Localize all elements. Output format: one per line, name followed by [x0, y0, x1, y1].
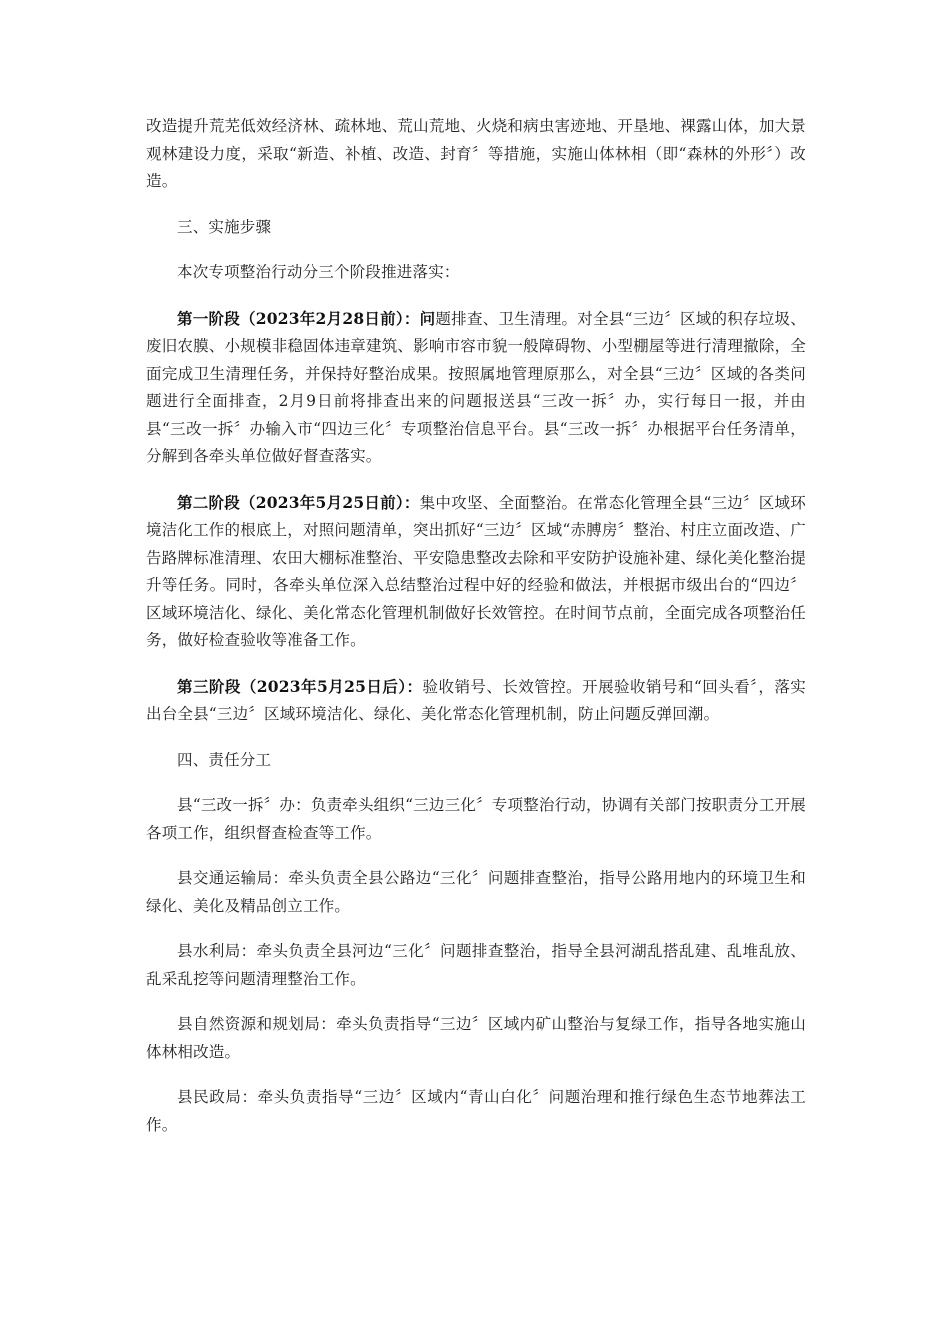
heading-text: 三、实施步骤 [177, 217, 272, 236]
stage-three-label: 第三阶段（2023年5月25日后）： [177, 676, 423, 696]
paragraph-stage-two [146, 489, 806, 655]
paragraph-stage-three [146, 673, 806, 729]
paragraph-county-office [146, 792, 806, 847]
stage-three-text: 验收销号、长效管控。开展验收销号和“回头看〞，落实出台全县“三边〞区域环境洁化、绿化、美化常态化管理机制，防止问题反弹回潮。 [146, 677, 806, 723]
section-heading-responsibilities [146, 747, 806, 775]
paragraph-text: 县交通运输局：牵头负责全县公路边“三化〞问题排查整治，指导公路用地内的环境卫生和绿化、美化及精品创立工作。 [146, 869, 806, 915]
paragraph-natural-resources-bureau [146, 1011, 806, 1066]
paragraph-text: 本次专项整治行动分三个阶段推进落实： [177, 263, 460, 281]
paragraph-transport-bureau [146, 865, 806, 920]
paragraph-water-bureau [146, 938, 806, 993]
paragraph-text: 县水利局：牵头负责全县河边“三化〞问题排查整治，指导全县河湖乱搭乱建、乱堆乱放、乱采乱挖等问题清理整治工作。 [146, 942, 806, 988]
paragraph-stage-one [146, 305, 806, 471]
document-body [146, 113, 806, 1157]
paragraph-text: 县民政局：牵头负责指导“三边〞区域内“青山白化〞问题治理和推行绿色生态节地葬法工作。 [146, 1088, 806, 1134]
stage-one-label: 第一阶段（2023年2月28日前）：问 [177, 308, 436, 328]
stage-two-label: 第二阶段（2023年5月25日前）： [177, 492, 420, 512]
paragraph-text: 县自然资源和规划局：牵头负责指导“三边〞区域内矿山整治与复绿工作，指导各地实施山体林相改造。 [146, 1015, 806, 1061]
section-heading-implementation-steps [146, 214, 806, 242]
paragraph-forest-renovation [146, 113, 806, 196]
paragraph-text: 改造提升荒芜低效经济林、疏林地、荒山荒地、火烧和病虫害迹地、开垦地、裸露山体，加大景观林建设力度，采取“新造、补植、改造、封育〞等措施，实施山体林相（即“森林的外形〞）改造。 [146, 117, 806, 190]
stage-two-text: 集中攻坚、全面整治。在常态化管理全县“三边〞区域环境洁化工作的根底上，对照问题清单，突出抓好“三边〞区域“赤膊房〞整治、村庄立面改造、广告路牌标准清理、农田大棚标准整治、平安隐患整改去除和平安防护设施补建、绿化美化整治提升等任务。同时，各牵头单位深入总结整治过程中好的经验和做法，并根据市级出台的“四边〞区域环境洁化、绿化、美化常态化管理机制做好长效管控。在时间节点前，全面完成各项整治任务，做好检查验收等准备工作。 [146, 493, 806, 649]
paragraph-text: 县“三改一拆〞办：负责牵头组织“三边三化〞专项整治行动，协调有关部门按职责分工开展各项工作，组织督查检查等工作。 [146, 796, 806, 842]
paragraph-civil-affairs-bureau [146, 1084, 806, 1139]
heading-text: 四、责任分工 [177, 750, 272, 769]
paragraph-three-stages-intro [146, 259, 806, 287]
stage-one-text: 题排查、卫生清理。对全县“三边〞区域的积存垃圾、废旧农膜、小规模非稳固体违章建筑、影响市容市貌一般障碍物、小型棚屋等进行清理撤除，全面完成卫生清理任务，并保持好整治成果。按照属地管理原那么，对全县“三边〞区域的各类问题进行全面排查，2月9日前将排查出来的问题报送县“三改一拆〞办，实行每日一报，并由县“三改一拆〞办输入市“四边三化〞专项整治信息平台。县“三改一拆〞办根据平台任务清单，分解到各牵头单位做好督查落实。 [146, 309, 806, 465]
